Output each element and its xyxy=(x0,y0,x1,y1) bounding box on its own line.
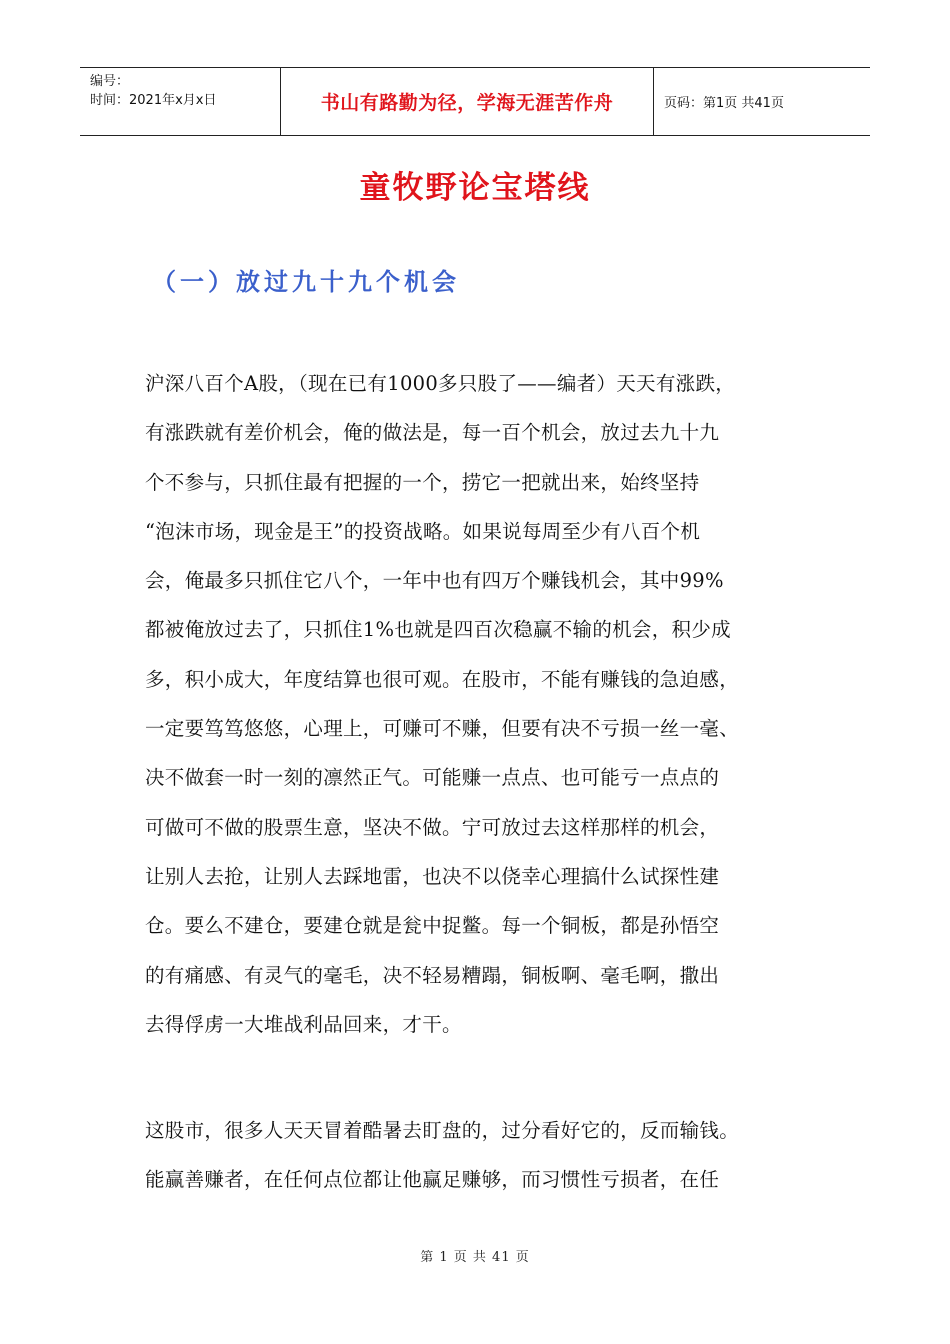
header-motto: 书山有路勤为径，学海无涯苦作舟 xyxy=(281,68,654,135)
text-line: 可做可不做的股票生意，坚决不做。宁可放过去这样那样的机会， xyxy=(145,815,720,839)
text-line: 让别人去抢，让别人去踩地雷，也决不以侥幸心理搞什么试探性建 xyxy=(145,864,720,888)
header-page-info: 页码：第1页 共41页 xyxy=(664,96,784,111)
text-line: “泡沫市场，现金是王”的投资战略。如果说每周至少有八百个机 xyxy=(145,519,701,543)
body-paragraph-2 xyxy=(145,1106,835,1205)
text-line: 去得俘虏一大堆战利品回来，才干。 xyxy=(145,1012,462,1036)
document-number-label: 编号： xyxy=(90,74,130,89)
document-date-label: 时间：2021年x月x日 xyxy=(90,93,217,108)
page-header xyxy=(80,67,870,136)
text-line: 这股市，很多人天天冒着酷暑去盯盘的，过分看好它的，反而输钱。 xyxy=(145,1119,740,1142)
text-line: 一定要笃笃悠悠，心理上，可赚可不赚，但要有决不亏损一丝一毫、 xyxy=(145,717,740,741)
text-line: 仓。要么不建仓，要建仓就是瓮中捉鳖。每一个铜板，都是孙悟空 xyxy=(145,914,720,938)
text-line: 个不参与，只抓住最有把握的一个，捞它一把就出来，始终坚持 xyxy=(145,470,700,494)
text-line: 有涨跌就有差价机会，俺的做法是，每一百个机会，放过去九十九 xyxy=(145,421,720,445)
body-paragraph-1 xyxy=(145,359,835,1049)
text-line: 会，俺最多只抓住它八个，一年中也有四万个赚钱机会，其中99% xyxy=(145,569,724,593)
text-line: 多，积小成大，年度结算也很可观。在股市，不能有赚钱的急迫感， xyxy=(145,667,740,691)
page-footer: 第 1 页 共 41 页 xyxy=(420,1250,530,1265)
text-line: 决不做套一时一刻的凛然正气。可能赚一点点、也可能亏一点点的 xyxy=(145,766,720,790)
text-line: 沪深八百个A股，（现在已有1000多只股了——编者）天天有涨跌， xyxy=(145,372,736,395)
text-line: 能赢善赚者，在任何点位都让他赢足赚够，而习惯性亏损者，在任 xyxy=(145,1168,720,1192)
header-meta xyxy=(80,68,281,135)
text-line: 的有痛感、有灵气的毫毛，决不轻易糟蹋，铜板啊、毫毛啊，撒出 xyxy=(145,963,720,987)
document-title: 童牧野论宝塔线 xyxy=(359,170,591,206)
text-line: 都被俺放过去了，只抓住1%也就是四百次稳赢不输的机会，积少成 xyxy=(145,618,731,642)
section-heading: （一）放过九十九个机会 xyxy=(152,267,460,296)
